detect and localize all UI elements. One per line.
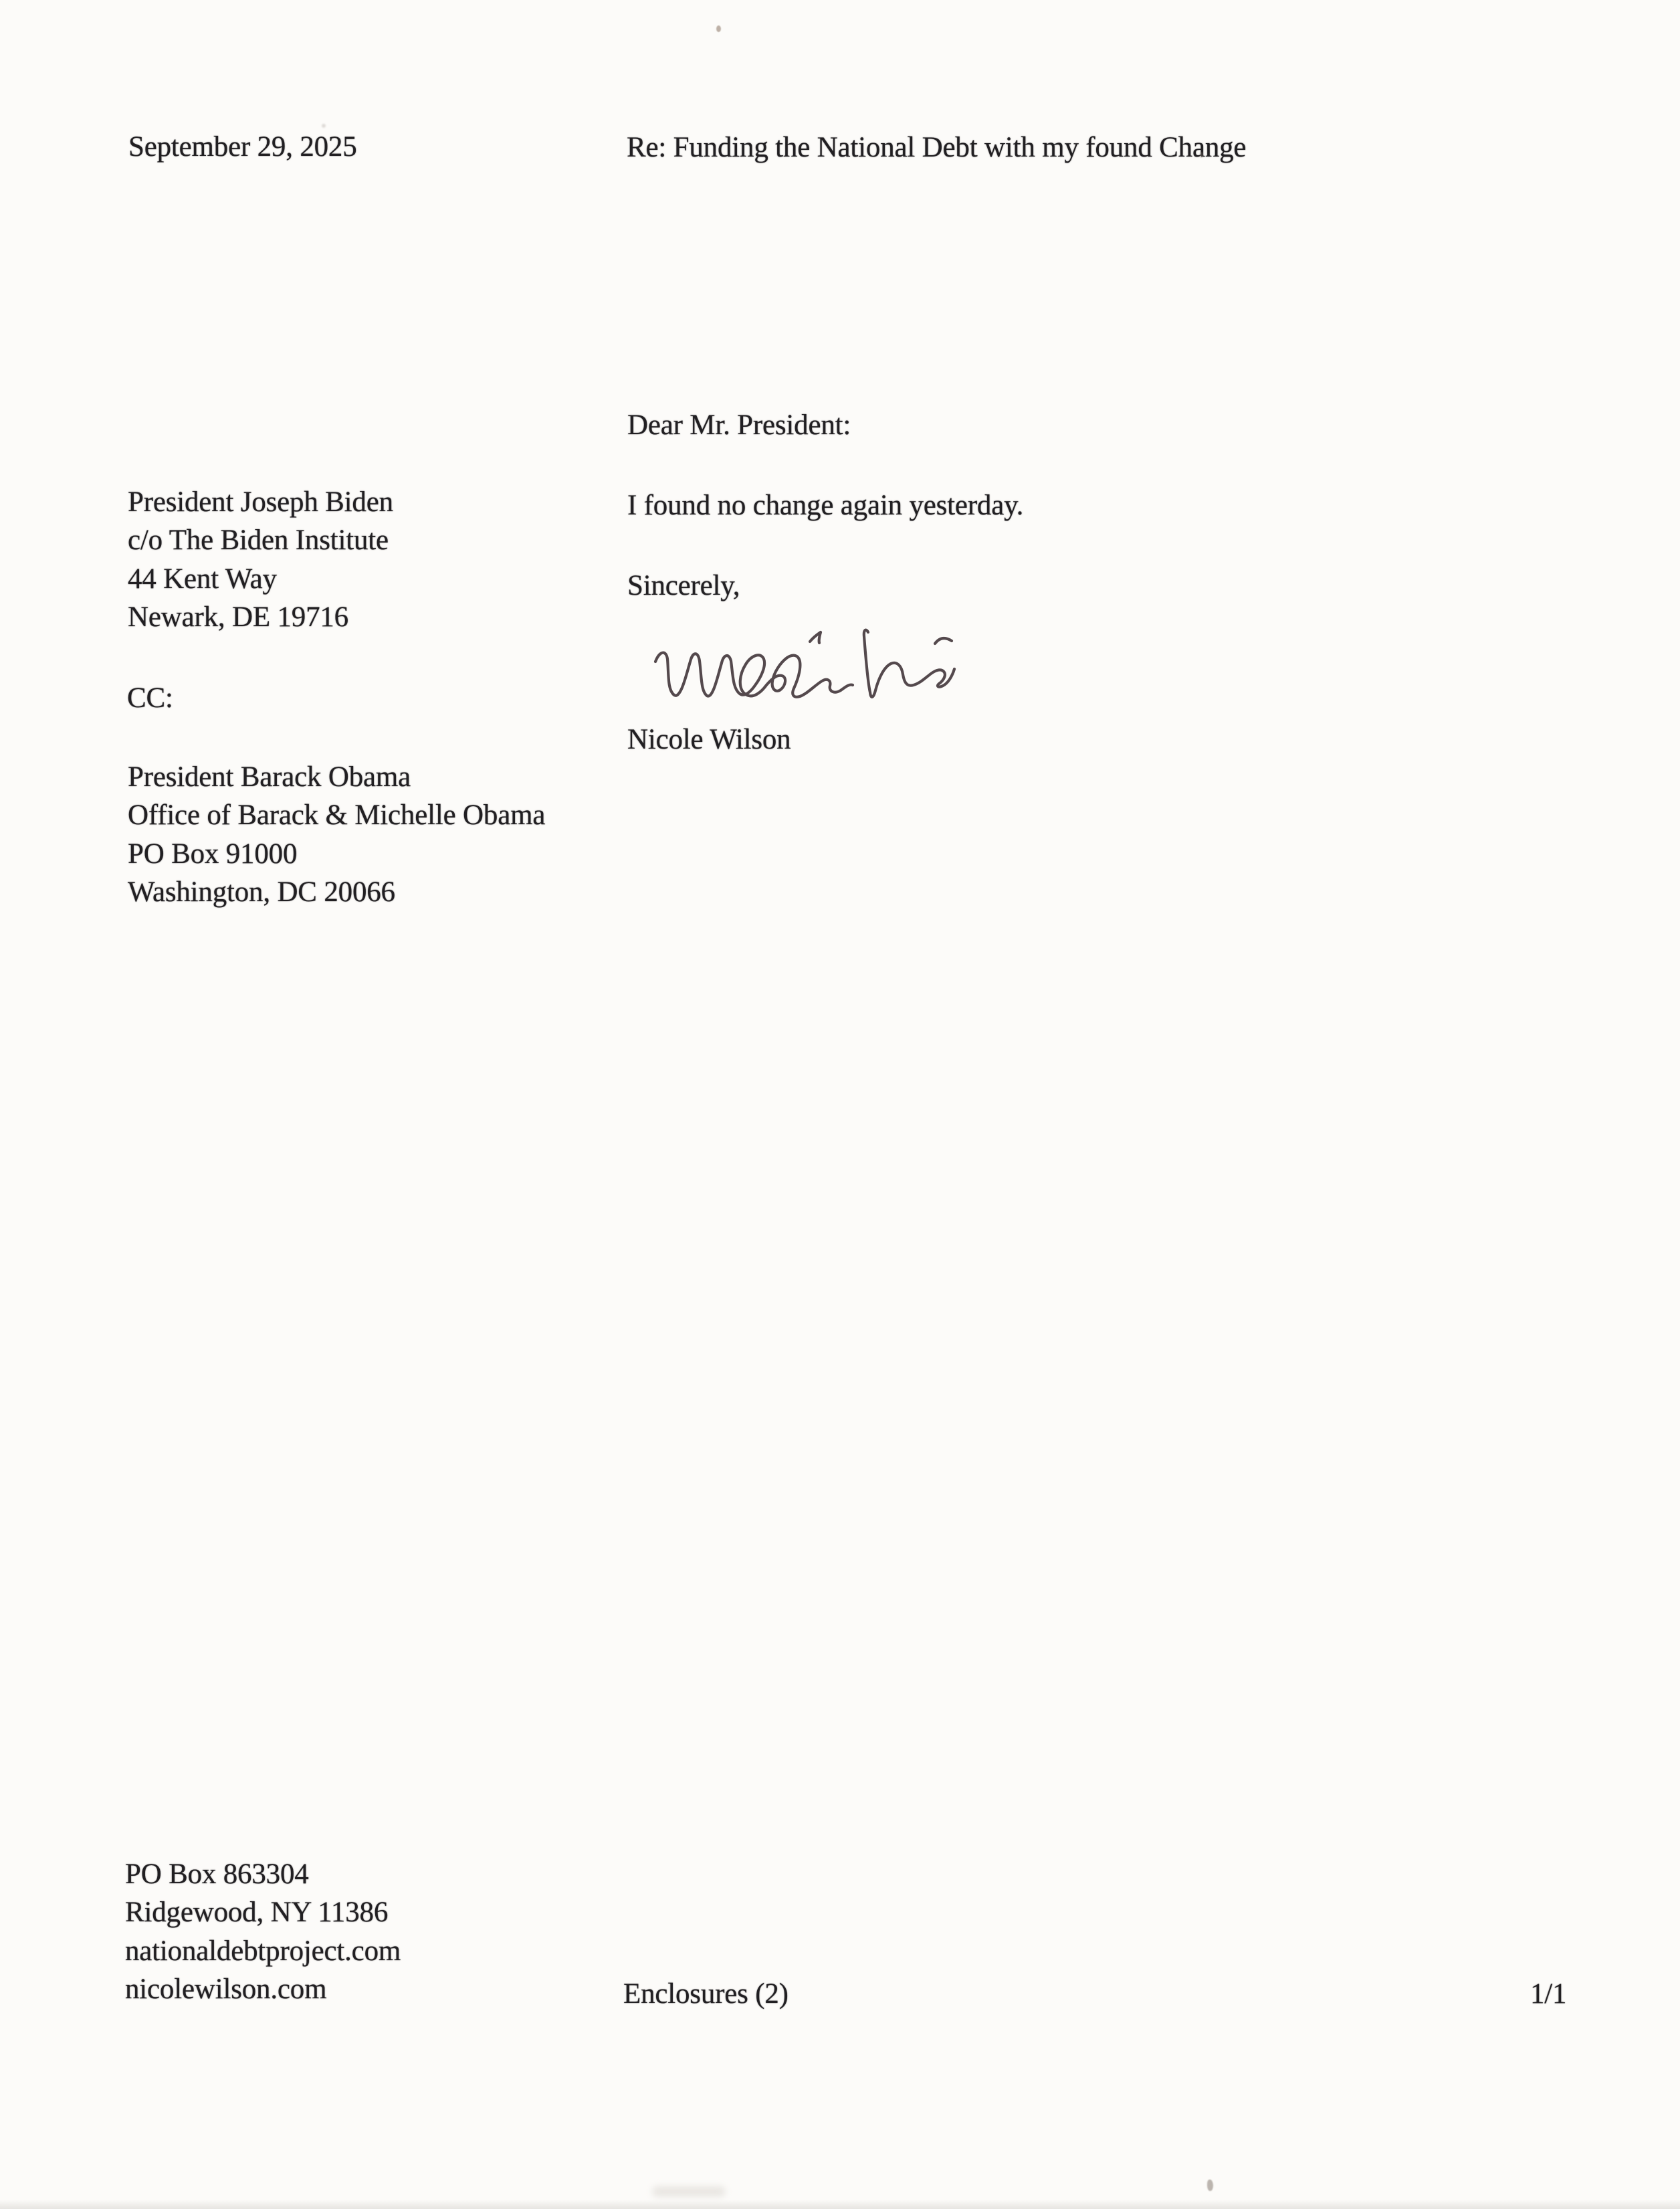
recipient-line: President Joseph Biden — [128, 486, 393, 518]
sender-footer-line: nationaldebtproject.com — [125, 1935, 401, 1967]
cc-line: Washington, DC 20066 — [128, 876, 395, 908]
signature-stroke-tilde — [935, 638, 952, 644]
scan-artifact-smudge — [652, 2186, 726, 2197]
cc-line: President Barack Obama — [128, 761, 411, 793]
signature-ink — [655, 630, 954, 697]
recipient-line: c/o The Biden Institute — [128, 524, 389, 557]
scan-edge-shade — [0, 2200, 1680, 2209]
scan-artifact-speck — [716, 25, 721, 32]
scan-artifact-speck — [1200, 152, 1203, 158]
sender-footer-line: Ridgewood, NY 11386 — [125, 1897, 389, 1929]
scan-artifact-speck — [1207, 2180, 1213, 2191]
recipient-line: Newark, DE 19716 — [128, 601, 348, 633]
cc-label: CC: — [127, 682, 173, 714]
handwritten-signature — [642, 619, 970, 716]
sender-footer-line: PO Box 863304 — [125, 1858, 309, 1890]
sender-footer-line: nicolewilson.com — [125, 1973, 327, 2005]
body-text: I found no change again yesterday. — [627, 490, 1024, 521]
signature-stroke-idot — [810, 632, 821, 643]
salutation: Dear Mr. President: — [627, 409, 851, 441]
closing: Sincerely, — [627, 570, 740, 601]
signature-stroke-main — [655, 653, 853, 697]
signed-name: Nicole Wilson — [627, 724, 791, 755]
subject-line: Re: Funding the National Debt with my found Change — [627, 132, 1247, 163]
page-number: 1/1 — [1530, 1978, 1567, 2010]
cc-address — [128, 758, 545, 911]
letter-date: September 29, 2025 — [128, 131, 357, 163]
enclosures-note: Enclosures (2) — [623, 1978, 789, 2010]
cc-line: PO Box 91000 — [128, 838, 298, 870]
cc-line: Office of Barack & Michelle Obama — [128, 799, 546, 832]
sender-footer — [125, 1855, 401, 2008]
recipient-line: 44 Kent Way — [128, 563, 277, 595]
recipient-address — [128, 483, 393, 636]
scan-artifact-speck — [322, 124, 326, 128]
